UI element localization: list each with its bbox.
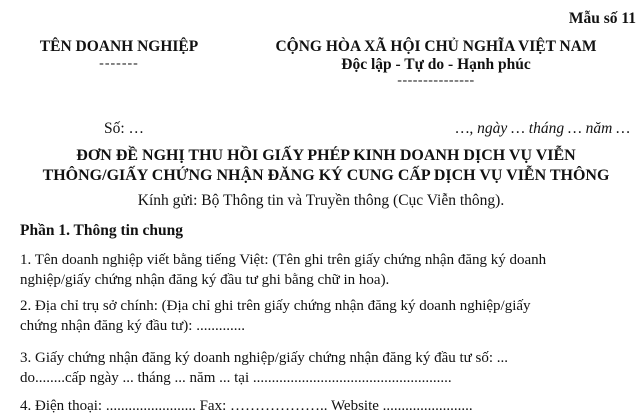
nation-underline: --------------- [397, 73, 475, 88]
company-name: TÊN DOANH NGHIỆP [39, 38, 199, 55]
title-line-2: THÔNG/GIẤY CHỨNG NHẬN ĐĂNG KÝ CUNG CẤP DỊCH VỤ VIỄN THÔNG [42, 167, 610, 184]
item-contact-info [20, 396, 638, 416]
company-underline: ------- [99, 56, 139, 71]
item2-line1: 2. Địa chỉ trụ sở chính: (Địa chỉ ghi trên giấy chứng nhận đăng ký doanh nghiệp/giấy [20, 298, 531, 314]
item-registration-certificate [20, 348, 638, 388]
item3-line2: do........cấp ngày ... tháng ... năm ... tại ..................................................... [20, 370, 452, 386]
item4-line1: 4. Điện thoại: ........................ Fax: ……………….. Website ........................ [20, 398, 473, 414]
title-line-1: ĐƠN ĐỀ NGHỊ THU HỒI GIẤY PHÉP KINH DOANH DỊCH VỤ VIỄN [76, 147, 576, 164]
company-header [20, 38, 218, 72]
document-number: Số: … [104, 120, 145, 137]
item3-line1: 3. Giấy chứng nhận đăng ký doanh nghiệp/giấy chứng nhận đăng ký đầu tư số: ... [20, 350, 509, 366]
recipient: Kính gửi: Bộ Thông tin và Truyền thông (Cục Viễn thông). [137, 192, 505, 209]
document-title [10, 146, 642, 186]
nation-name: CỘNG HÒA XÃ HỘI CHỦ NGHĨA VIỆT NAM [275, 38, 597, 55]
item2-line2: chứng nhận đăng ký đầu tư): ............. [20, 318, 245, 334]
item-head-office-address [20, 296, 638, 336]
item1-line2: nghiệp/giấy chứng nhận đăng ký đầu tư ghi bằng chữ in hoa). [20, 272, 390, 288]
document-date: …, ngày … tháng … năm … [455, 120, 630, 137]
section-heading-part1: Phần 1. Thông tin chung [20, 222, 183, 239]
item-company-name [20, 250, 638, 290]
form-number: Mẫu số 11 [568, 10, 636, 27]
nation-motto: Độc lập - Tự do - Hạnh phúc [341, 56, 531, 73]
nation-header [262, 38, 610, 88]
item1-line1: 1. Tên doanh nghiệp viết bằng tiếng Việt: (Tên ghi trên giấy chứng nhận đăng ký doanh [20, 252, 547, 268]
